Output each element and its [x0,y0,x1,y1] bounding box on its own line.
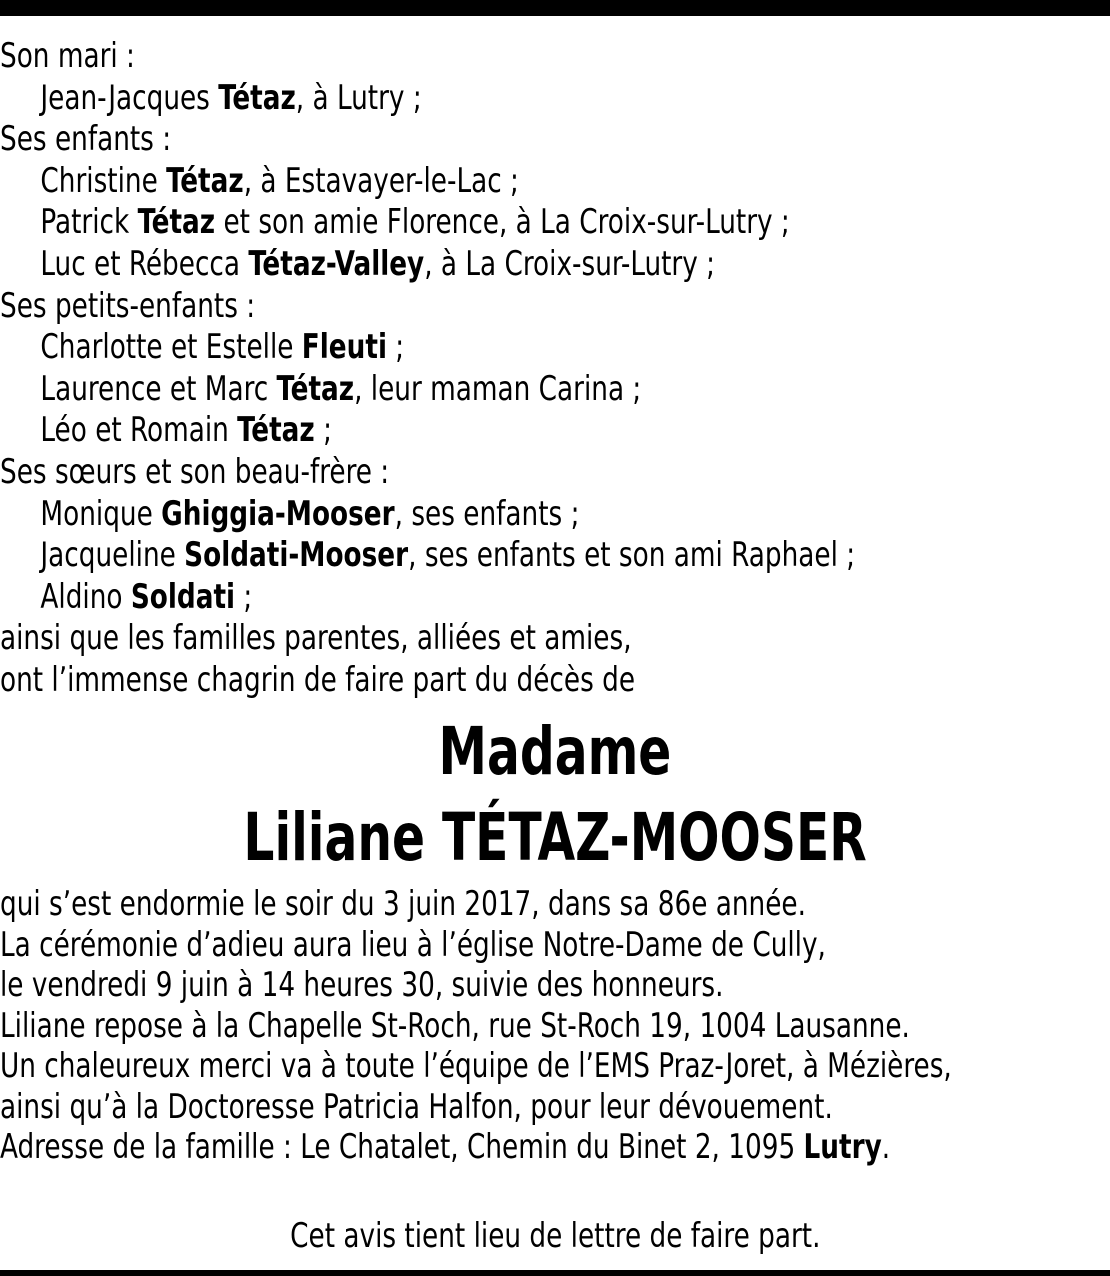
child-entry: Luc et Rébecca Tétaz-Valley, à La Croix-sur-Lutry ; [40,243,716,284]
sibling-entry: Monique Ghiggia-Mooser, ses enfants ; [40,493,580,534]
surname: Tétaz [166,160,244,201]
siblings-heading: Ses sœurs et son beau-frère : [0,451,390,492]
grandchild-entry: Laurence et Marc Tétaz, leur maman Carina ; [40,368,642,409]
closing-line: ont l’immense chagrin de faire part du décès de [0,659,636,700]
details-line: Un chaleureux merci va à toute l’équipe de l’EMS Praz-Joret, à Mézières, [0,1046,952,1086]
family-address: Adresse de la famille : Le Chatalet, Chemin du Binet 2, 1095 Lutry. [0,1127,891,1167]
footer-note: Cet avis tient lieu de lettre de faire part. [289,1216,821,1256]
details-line: ainsi qu’à la Doctoresse Patricia Halfon, pour leur dévouement. [0,1086,833,1127]
surname: Soldati-Mooser [184,535,409,576]
child-entry: Patrick Tétaz et son amie Florence, à La Croix-sur-Lutry ; [40,202,790,243]
husband-entry: Jean-Jacques Tétaz, à Lutry ; [40,77,422,118]
surname: Tétaz-Valley [248,243,425,284]
closing-line: ainsi que les familles parentes, alliées et amies, [0,618,632,659]
top-rule [0,0,1110,16]
grandchild-entry: Charlotte et Estelle Fleuti ; [40,327,405,368]
surname: Tétaz [237,410,315,451]
sibling-entry: Jacqueline Soldati-Mooser, ses enfants et son ami Raphael ; [40,535,856,576]
ceremony-details [0,884,955,1168]
details-line: qui s’est endormie le soir du 3 juin 2017, dans sa 86e année. [0,884,806,924]
family-list [0,36,955,702]
surname: Ghiggia-Mooser [161,493,395,534]
husband-heading: Son mari : [0,36,135,76]
deceased-name: Liliane TÉTAZ-MOOSER [243,799,867,876]
surname: Tétaz [218,77,296,118]
details-line: Liliane repose à la Chapelle St-Roch, rue St-Roch 19, 1004 Lausanne. [0,1005,910,1046]
surname: Soldati [130,576,236,617]
sibling-entry: Aldino Soldati ; [40,576,253,617]
details-line: La cérémonie d’adieu aura lieu à l’église Notre-Dame de Cully, [0,924,826,965]
children-heading: Ses enfants : [0,119,172,160]
details-line: le vendredi 9 juin à 14 heures 30, suivie des honneurs. [0,965,724,1005]
surname: Fleuti [301,327,387,368]
child-entry: Christine Tétaz, à Estavayer-le-Lac ; [40,160,519,201]
surname: Tétaz [276,368,355,409]
address-city: Lutry [803,1127,882,1167]
deceased-title: Madame [438,713,672,790]
grandchildren-heading: Ses petits-enfants : [0,285,256,326]
surname: Tétaz [137,202,216,243]
bottom-rule [0,1270,1110,1276]
grandchild-entry: Léo et Romain Tétaz ; [40,410,332,451]
